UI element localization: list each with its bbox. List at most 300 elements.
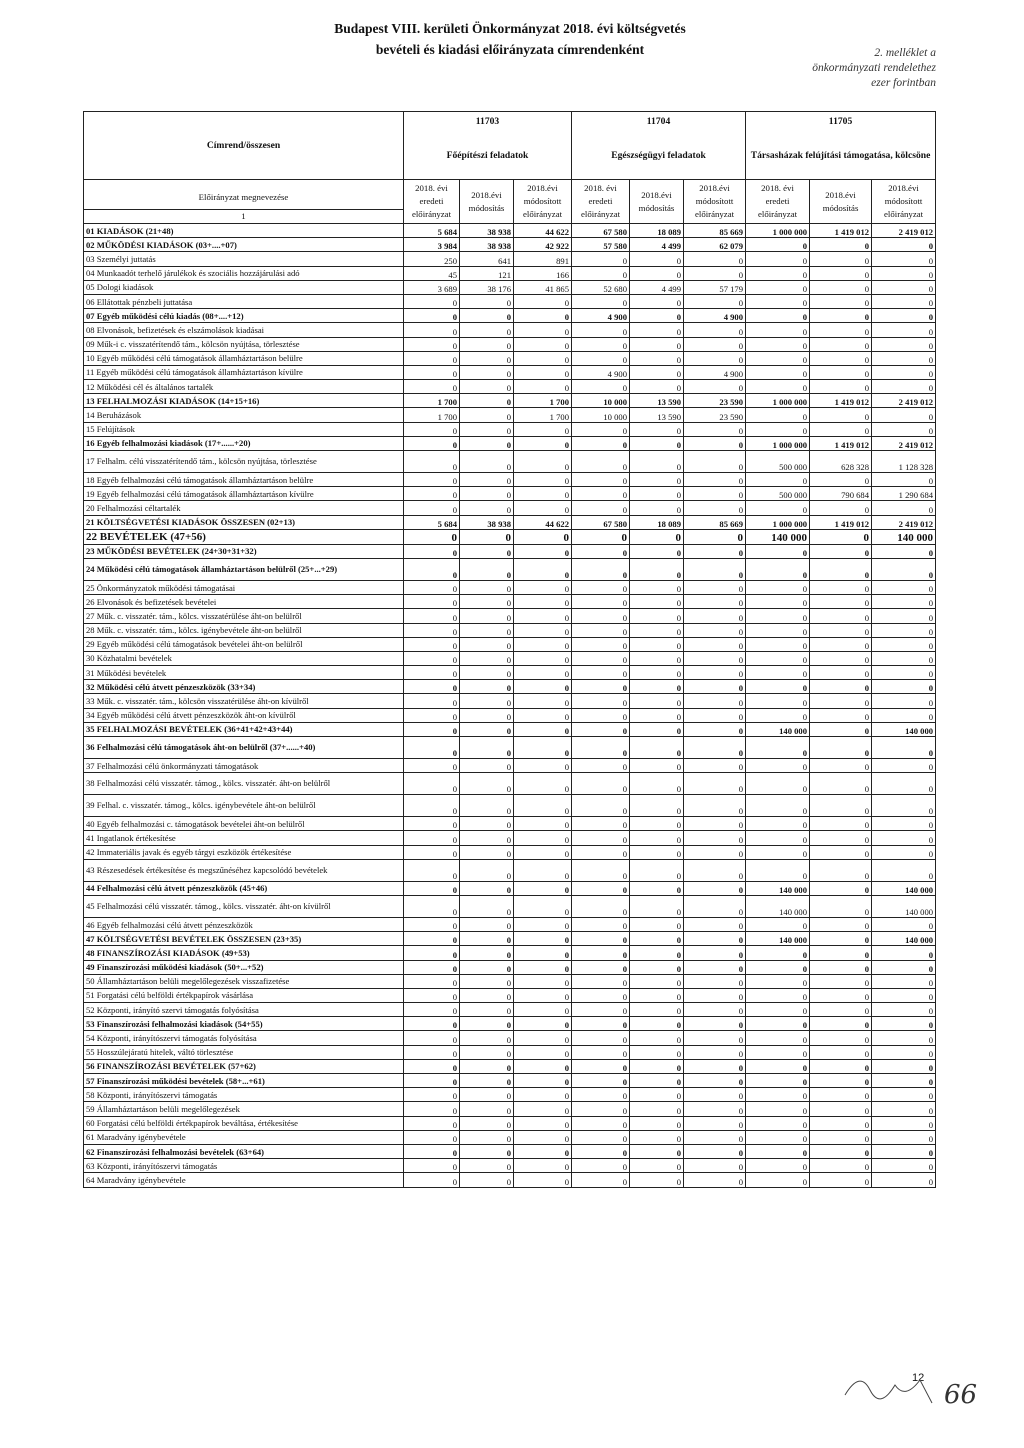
value-cell: 0 [872, 666, 936, 680]
value-cell: 0 [404, 831, 460, 845]
value-cell: 0 [460, 988, 514, 1002]
value-cell: 0 [460, 1173, 514, 1187]
value-cell: 0 [404, 294, 460, 308]
table-row [84, 595, 936, 609]
row-label: 26 Elvonások és befizetések bevételei [84, 595, 404, 609]
value-cell: 23 590 [684, 394, 746, 408]
value-cell: 38 938 [460, 224, 514, 238]
table-row [84, 252, 936, 266]
row-label: 12 Működési cél és általános tartalék [84, 380, 404, 394]
table-row [84, 759, 936, 773]
value-cell: 1 419 012 [810, 515, 872, 529]
value-cell: 0 [460, 795, 514, 817]
value-cell: 0 [572, 1173, 630, 1187]
subcolumn-line: 2018.évi [527, 183, 558, 193]
row-label: 63 Központi, irányítószervi támogatás [84, 1159, 404, 1173]
value-cell: 0 [630, 831, 684, 845]
value-cell: 0 [404, 881, 460, 895]
value-cell: 0 [460, 737, 514, 759]
value-cell: 4 499 [630, 238, 684, 252]
group-name-1: Egészségügyi feladatok [572, 132, 746, 180]
value-cell: 0 [810, 694, 872, 708]
value-cell: 0 [684, 266, 746, 280]
value-cell: 0 [572, 1045, 630, 1059]
value-cell: 0 [872, 1116, 936, 1130]
row-label: 14 Beruházások [84, 408, 404, 422]
unit-label: ezer forintban [871, 77, 936, 89]
value-cell: 1 000 000 [746, 224, 810, 238]
value-cell: 140 000 [872, 895, 936, 917]
value-cell: 0 [810, 1017, 872, 1031]
value-cell: 0 [572, 1074, 630, 1088]
value-cell: 0 [514, 473, 572, 487]
value-cell: 0 [872, 1003, 936, 1017]
table-row [84, 544, 936, 558]
value-cell: 0 [404, 1159, 460, 1173]
value-cell: 0 [514, 580, 572, 594]
value-cell: 18 089 [630, 224, 684, 238]
value-cell: 0 [404, 323, 460, 337]
value-cell: 0 [684, 1159, 746, 1173]
value-cell: 0 [460, 881, 514, 895]
value-cell: 0 [514, 1017, 572, 1031]
value-cell: 0 [404, 1045, 460, 1059]
value-cell: 0 [872, 380, 936, 394]
value-cell: 0 [514, 544, 572, 558]
value-cell: 0 [630, 1003, 684, 1017]
value-cell: 0 [810, 422, 872, 436]
row-label: 05 Dologi kiadások [84, 280, 404, 294]
row-label: 36 Felhalmozási célú támogatások áht-on belülről (37+......+40) [84, 737, 404, 759]
value-cell: 0 [630, 1130, 684, 1144]
value-cell: 0 [460, 859, 514, 881]
value-cell: 0 [630, 337, 684, 351]
value-cell: 0 [872, 831, 936, 845]
value-cell: 0 [460, 351, 514, 365]
table-row [84, 881, 936, 895]
value-cell: 10 000 [572, 408, 630, 422]
table-row [84, 637, 936, 651]
value-cell: 0 [746, 988, 810, 1002]
table-row [84, 1003, 936, 1017]
value-cell: 0 [630, 895, 684, 917]
value-cell: 0 [404, 422, 460, 436]
value-cell: 0 [872, 294, 936, 308]
value-cell: 0 [684, 351, 746, 365]
value-cell: 13 590 [630, 408, 684, 422]
value-cell: 0 [872, 1059, 936, 1073]
value-cell: 0 [746, 1116, 810, 1130]
subcolumn-line: 2018.évi [825, 189, 856, 200]
value-cell: 0 [684, 1116, 746, 1130]
value-cell: 0 [810, 501, 872, 515]
value-cell: 0 [404, 1003, 460, 1017]
value-cell: 0 [514, 946, 572, 960]
value-cell: 0 [572, 623, 630, 637]
value-cell: 2 419 012 [872, 224, 936, 238]
value-cell: 0 [404, 737, 460, 759]
value-cell: 62 079 [684, 238, 746, 252]
value-cell: 0 [684, 1031, 746, 1045]
value-cell: 0 [630, 960, 684, 974]
value-cell: 0 [872, 408, 936, 422]
title-line-1: Budapest VIII. kerületi Önkormányzat 2018. évi költségvetés [334, 21, 686, 36]
value-cell: 0 [514, 773, 572, 795]
value-cell: 57 179 [684, 280, 746, 294]
value-cell: 3 689 [404, 280, 460, 294]
value-cell: 140 000 [872, 722, 936, 736]
value-cell: 0 [746, 1159, 810, 1173]
value-cell: 0 [572, 1144, 630, 1158]
value-cell: 1 419 012 [810, 394, 872, 408]
value-cell: 0 [810, 722, 872, 736]
subcolumn-header-g0-c1 [460, 180, 514, 224]
value-cell: 0 [572, 946, 630, 960]
row-label: 45 Felhalmozási célú visszatér. támog., kölcs. visszatér. áht-on kívülről [84, 895, 404, 917]
value-cell: 0 [572, 529, 630, 544]
value-cell: 121 [460, 266, 514, 280]
value-cell: 0 [404, 487, 460, 501]
value-cell: 85 669 [684, 224, 746, 238]
value-cell: 166 [514, 266, 572, 280]
value-cell: 0 [460, 722, 514, 736]
value-cell: 2 419 012 [872, 436, 936, 450]
value-cell: 0 [746, 1003, 810, 1017]
value-cell: 0 [514, 795, 572, 817]
value-cell: 1 128 328 [872, 451, 936, 473]
value-cell: 2 419 012 [872, 394, 936, 408]
value-cell: 0 [810, 1144, 872, 1158]
row-label: 54 Központi, irányítószervi támogatás folyósítása [84, 1031, 404, 1045]
value-cell: 140 000 [872, 932, 936, 946]
row-label: 02 MŰKÖDÉSI KIADÁSOK (03+....+07) [84, 238, 404, 252]
value-cell: 0 [572, 1102, 630, 1116]
table-row [84, 1074, 936, 1088]
value-cell: 0 [630, 817, 684, 831]
value-cell: 0 [514, 558, 572, 580]
value-cell: 0 [872, 974, 936, 988]
row-label: 59 Államháztartáson belüli megelőlegezések [84, 1102, 404, 1116]
row-label: 27 Műk. c. visszatér. tám., kölcs. visszatérülése áht-on belülről [84, 609, 404, 623]
value-cell: 38 176 [460, 280, 514, 294]
value-cell: 0 [746, 637, 810, 651]
row-label: 19 Egyéb felhalmozási célú támogatások államháztartáson kívülre [84, 487, 404, 501]
table-row [84, 722, 936, 736]
value-cell: 0 [872, 1102, 936, 1116]
value-cell: 0 [872, 1017, 936, 1031]
value-cell: 0 [460, 1003, 514, 1017]
value-cell: 0 [460, 773, 514, 795]
value-cell: 0 [630, 651, 684, 665]
value-cell: 0 [684, 694, 746, 708]
value-cell: 0 [872, 773, 936, 795]
value-cell: 0 [810, 845, 872, 859]
value-cell: 0 [572, 595, 630, 609]
value-cell: 0 [810, 238, 872, 252]
value-cell: 0 [630, 845, 684, 859]
value-cell: 0 [746, 946, 810, 960]
row-label: 34 Egyéb működési célú átvett pénzeszközök áht-on kívülről [84, 708, 404, 722]
value-cell: 0 [810, 831, 872, 845]
value-cell: 0 [460, 473, 514, 487]
value-cell: 0 [514, 651, 572, 665]
value-cell: 0 [514, 817, 572, 831]
value-cell: 0 [460, 680, 514, 694]
value-cell: 0 [572, 337, 630, 351]
value-cell: 0 [684, 487, 746, 501]
value-cell: 0 [872, 737, 936, 759]
value-cell: 0 [630, 932, 684, 946]
value-cell: 0 [630, 1159, 684, 1173]
value-cell: 0 [684, 529, 746, 544]
value-cell: 0 [514, 759, 572, 773]
value-cell: 0 [872, 238, 936, 252]
value-cell: 0 [514, 1159, 572, 1173]
value-cell: 0 [872, 637, 936, 651]
value-cell: 0 [684, 817, 746, 831]
value-cell: 0 [404, 708, 460, 722]
value-cell: 0 [872, 280, 936, 294]
value-cell: 0 [684, 1173, 746, 1187]
value-cell: 0 [872, 988, 936, 1002]
value-cell: 0 [572, 1130, 630, 1144]
value-cell: 0 [746, 380, 810, 394]
value-cell: 0 [684, 1074, 746, 1088]
table-row [84, 309, 936, 323]
corner-description: Előirányzat megnevezése [198, 192, 289, 202]
value-cell: 0 [872, 544, 936, 558]
value-cell: 0 [872, 351, 936, 365]
value-cell: 0 [810, 1031, 872, 1045]
value-cell: 0 [514, 859, 572, 881]
value-cell: 0 [872, 1173, 936, 1187]
value-cell: 0 [460, 651, 514, 665]
corner-column-number: 1 [84, 209, 403, 223]
row-label: 60 Forgatási célú belföldi értékpapírok beváltása, értékesítése [84, 1116, 404, 1130]
value-cell: 0 [572, 708, 630, 722]
value-cell: 0 [404, 722, 460, 736]
value-cell: 0 [572, 1059, 630, 1073]
value-cell: 0 [872, 323, 936, 337]
value-cell: 0 [746, 609, 810, 623]
value-cell: 628 328 [810, 451, 872, 473]
table-row [84, 666, 936, 680]
value-cell: 0 [572, 266, 630, 280]
table-row [84, 680, 936, 694]
value-cell: 0 [460, 394, 514, 408]
value-cell: 0 [684, 960, 746, 974]
value-cell: 1 700 [404, 408, 460, 422]
value-cell: 67 580 [572, 515, 630, 529]
value-cell: 0 [746, 623, 810, 637]
value-cell: 4 900 [684, 365, 746, 379]
group-code-11704: 11704 [572, 112, 746, 132]
value-cell: 0 [514, 974, 572, 988]
subcolumn-header-g0-c0 [404, 180, 460, 224]
value-cell: 0 [630, 1045, 684, 1059]
value-cell: 500 000 [746, 487, 810, 501]
value-cell: 0 [630, 917, 684, 931]
value-cell: 0 [572, 1031, 630, 1045]
value-cell: 0 [572, 436, 630, 450]
value-cell: 0 [514, 1116, 572, 1130]
value-cell: 0 [572, 351, 630, 365]
value-cell: 0 [872, 680, 936, 694]
annex-line-1: 2. melléklet a [874, 47, 936, 59]
table-row [84, 1144, 936, 1158]
value-cell: 0 [872, 252, 936, 266]
value-cell: 38 938 [460, 238, 514, 252]
value-cell: 0 [572, 737, 630, 759]
value-cell: 0 [514, 932, 572, 946]
value-cell: 0 [460, 1159, 514, 1173]
value-cell: 0 [630, 451, 684, 473]
table-row [84, 974, 936, 988]
value-cell: 0 [460, 309, 514, 323]
value-cell: 0 [810, 609, 872, 623]
value-cell: 0 [460, 1059, 514, 1073]
value-cell: 0 [630, 473, 684, 487]
value-cell: 0 [572, 881, 630, 895]
value-cell: 0 [810, 351, 872, 365]
subcolumn-line: 2018.évi [699, 183, 730, 193]
value-cell: 0 [572, 917, 630, 931]
value-cell: 44 622 [514, 224, 572, 238]
table-row [84, 394, 936, 408]
value-cell: 0 [404, 309, 460, 323]
value-cell: 0 [630, 859, 684, 881]
value-cell: 0 [746, 1102, 810, 1116]
value-cell: 0 [746, 974, 810, 988]
value-cell: 0 [630, 1116, 684, 1130]
value-cell: 0 [404, 609, 460, 623]
value-cell: 0 [810, 337, 872, 351]
value-cell: 0 [404, 694, 460, 708]
value-cell: 0 [460, 708, 514, 722]
value-cell: 0 [404, 859, 460, 881]
value-cell: 0 [514, 1074, 572, 1088]
value-cell: 0 [460, 917, 514, 931]
value-cell: 0 [514, 1031, 572, 1045]
value-cell: 0 [810, 637, 872, 651]
table-row [84, 960, 936, 974]
value-cell: 0 [872, 917, 936, 931]
value-cell: 0 [810, 932, 872, 946]
value-cell: 0 [572, 859, 630, 881]
value-cell: 0 [404, 1031, 460, 1045]
value-cell: 0 [404, 651, 460, 665]
value-cell: 0 [404, 795, 460, 817]
value-cell: 0 [810, 252, 872, 266]
value-cell: 0 [872, 365, 936, 379]
value-cell: 3 984 [404, 238, 460, 252]
value-cell: 0 [810, 651, 872, 665]
row-label: 24 Működési célú támogatások államháztartáson belülről (25+...+29) [84, 558, 404, 580]
value-cell: 1 000 000 [746, 394, 810, 408]
value-cell: 0 [572, 895, 630, 917]
row-label: 21 KÖLTSÉGVETÉSI KIADÁSOK ÖSSZESEN (02+13) [84, 515, 404, 529]
subcolumn-line: 2018. évi [584, 183, 617, 193]
table-row [84, 1017, 936, 1031]
subcolumn-header-g2-c1 [810, 180, 872, 224]
value-cell: 0 [460, 623, 514, 637]
value-cell: 0 [404, 974, 460, 988]
value-cell: 0 [630, 773, 684, 795]
table-row [84, 1045, 936, 1059]
row-label: 38 Felhalmozási célú visszatér. támog., kölcs. visszatér. áht-on belülről [84, 773, 404, 795]
table-row [84, 795, 936, 817]
value-cell: 0 [810, 1130, 872, 1144]
value-cell: 0 [572, 988, 630, 1002]
value-cell: 0 [572, 680, 630, 694]
value-cell: 641 [460, 252, 514, 266]
subcolumn-line: módosítás [822, 202, 859, 213]
value-cell: 0 [810, 988, 872, 1002]
row-label: 09 Műk-i c. visszatérítendő tám., kölcsön nyújtása, törlesztése [84, 337, 404, 351]
table-row [84, 773, 936, 795]
row-label: 57 Finanszírozási működési bevételek (58+...+61) [84, 1074, 404, 1088]
value-cell: 0 [746, 323, 810, 337]
value-cell: 0 [514, 323, 572, 337]
value-cell: 0 [514, 422, 572, 436]
value-cell: 0 [514, 637, 572, 651]
value-cell: 0 [404, 365, 460, 379]
value-cell: 0 [404, 680, 460, 694]
value-cell: 0 [630, 1088, 684, 1102]
value-cell: 0 [572, 795, 630, 817]
table-row [84, 1130, 936, 1144]
value-cell: 4 499 [630, 280, 684, 294]
value-cell: 0 [810, 544, 872, 558]
row-label: 29 Egyéb működési célú támogatások bevételei áht-on belülről [84, 637, 404, 651]
value-cell: 2 419 012 [872, 515, 936, 529]
value-cell: 0 [684, 859, 746, 881]
value-cell: 0 [746, 266, 810, 280]
subcolumn-line: módosítás [468, 202, 505, 213]
value-cell: 0 [630, 1102, 684, 1116]
value-cell: 0 [810, 473, 872, 487]
row-label: 51 Forgatási célú belföldi értékpapírok vásárlása [84, 988, 404, 1002]
table-row [84, 501, 936, 515]
value-cell: 0 [572, 422, 630, 436]
value-cell: 0 [872, 623, 936, 637]
value-cell: 0 [460, 817, 514, 831]
value-cell: 0 [460, 759, 514, 773]
value-cell: 1 290 684 [872, 487, 936, 501]
value-cell: 0 [630, 1144, 684, 1158]
value-cell: 0 [810, 595, 872, 609]
value-cell: 0 [872, 337, 936, 351]
value-cell: 0 [872, 580, 936, 594]
row-label: 64 Maradvány igénybevétele [84, 1173, 404, 1187]
subcolumn-line: eredeti [419, 196, 444, 206]
corner-title: Címrend/összesen [84, 112, 404, 180]
table-row [84, 558, 936, 580]
row-label: 31 Működési bevételek [84, 666, 404, 680]
value-cell: 0 [572, 845, 630, 859]
value-cell: 0 [684, 501, 746, 515]
value-cell: 0 [630, 595, 684, 609]
value-cell: 0 [746, 365, 810, 379]
value-cell: 18 089 [630, 515, 684, 529]
value-cell: 0 [572, 380, 630, 394]
table-row [84, 529, 936, 544]
row-label: 28 Műk. c. visszatér. tám., kölcs. igénybevétele áht-on belülről [84, 623, 404, 637]
table-row [84, 737, 936, 759]
value-cell: 0 [572, 974, 630, 988]
value-cell: 0 [630, 737, 684, 759]
value-cell: 0 [572, 759, 630, 773]
